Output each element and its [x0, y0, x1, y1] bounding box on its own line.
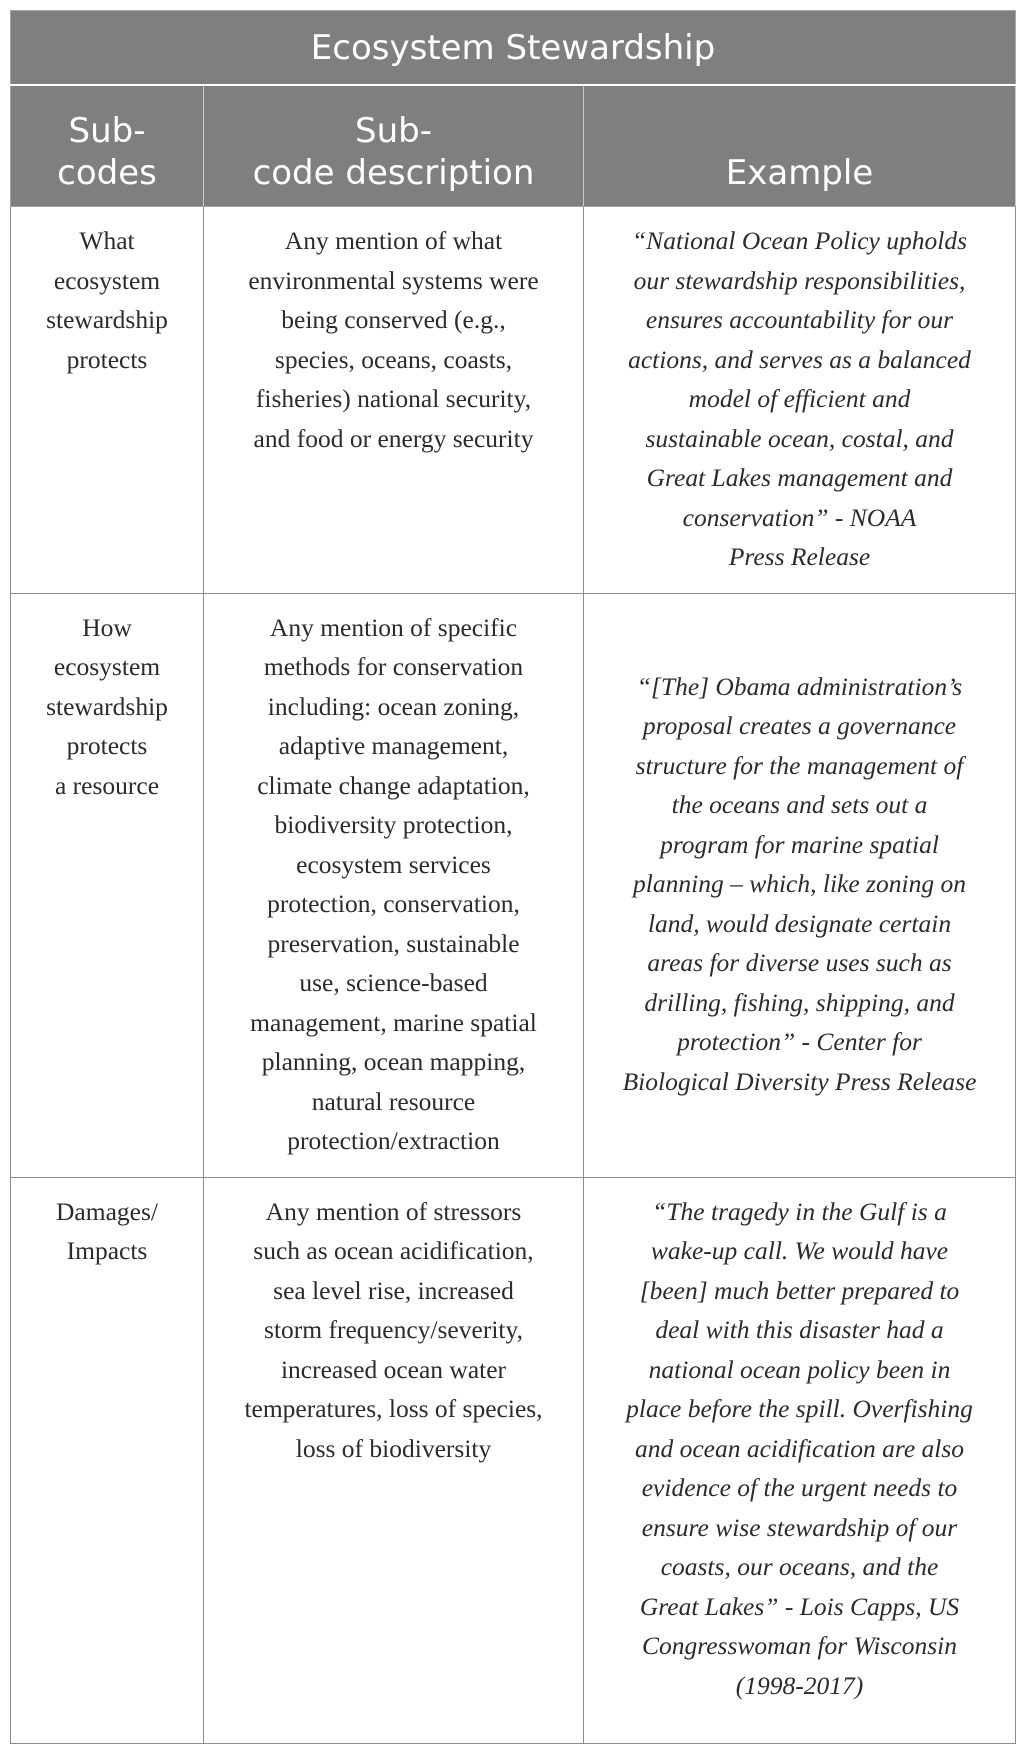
table-row — [11, 593, 1016, 1177]
column-header-description — [204, 85, 584, 207]
description-cell: Any mention of stressors such as ocean acidification, sea level rise, increased storm frequency/severity, increased ocean water temperatures, loss of species, loss of biodiversity — [204, 1177, 584, 1743]
column-header-subcodes — [11, 85, 204, 207]
description-cell: Any mention of what environmental systems were being conserved (e.g., species, oceans, coasts, fisheries) national security, and food or energy security — [204, 207, 584, 594]
table-row — [11, 1177, 1016, 1743]
example-cell: “The tragedy in the Gulf is a wake-up call. We would have [been] much better prepared to deal with this disaster had a national ocean policy been in place before the spill. Overfishing and ocean acidification are also evidence of the urgent needs to ensure wise stewardship of our coasts, our oceans, and the Great Lakes” - Lois Capps, US Congresswoman for Wisconsin (1998-2017) — [584, 1177, 1016, 1743]
example-cell: “National Ocean Policy upholds our stewardship responsibilities, ensures accountability for our actions, and serves as a balanced model of efficient and sustainable ocean, costal, and Great Lakes management and conservation” - NOAA Press Release — [584, 207, 1016, 594]
ecosystem-stewardship-table — [10, 10, 1016, 1744]
table-title: Ecosystem Stewardship — [11, 11, 1016, 86]
description-cell: Any mention of specific methods for conservation including: ocean zoning, adaptive management, climate change adaptation, biodiversity protection, ecosystem services protection, conservation, preservation, sustainable use, science-based management, marine spatial planning, ocean mapping, natural resource protection/extraction — [204, 593, 584, 1177]
table-container — [10, 10, 1015, 1744]
subcode-cell: Damages/ Impacts — [11, 1177, 204, 1743]
table-row — [11, 207, 1016, 594]
column-header-example — [584, 85, 1016, 207]
example-cell: “[The] Obama administration’s proposal creates a governance structure for the management of the oceans and sets out a program for marine spatial planning – which, like zoning on land, would designate certain areas for diverse uses such as drilling, fishing, shipping, and protection” - Center for Biological Diversity Press Release — [584, 593, 1016, 1177]
subcode-cell: What ecosystem stewardship protects — [11, 207, 204, 594]
subcode-cell: How ecosystem stewardship protects a resource — [11, 593, 204, 1177]
column-header-example-label: Example — [725, 153, 874, 193]
column-header-description-label: Sub- code description — [252, 111, 535, 193]
column-header-subcodes-label: Sub- codes — [57, 111, 157, 193]
